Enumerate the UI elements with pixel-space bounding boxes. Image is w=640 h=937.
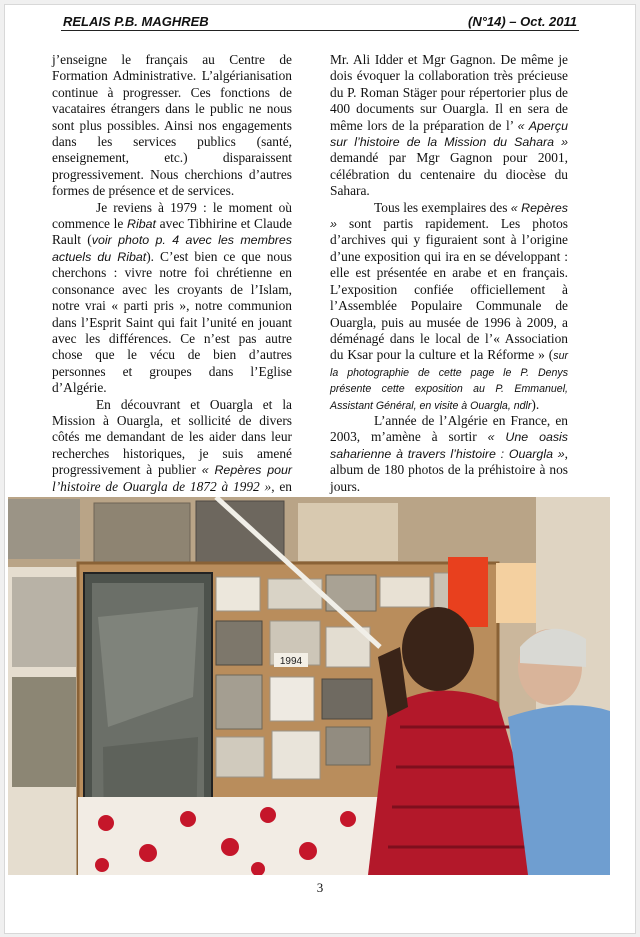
board-year-label: 1994 bbox=[279, 656, 303, 667]
exhibition-photo bbox=[8, 497, 610, 875]
text-run: demandé par Mgr Gagnon pour 2001, célébration du centenaire du diocèse du Sahara. bbox=[330, 150, 568, 199]
book-title: « Repères » bbox=[330, 200, 568, 232]
paragraph bbox=[330, 52, 568, 200]
header-publication: RELAIS P.B. MAGHREB bbox=[63, 14, 209, 29]
book-title: « Repères pour bbox=[201, 463, 292, 478]
right-column bbox=[330, 52, 568, 495]
text-run: avec Tibhirine et Claude Rault ( bbox=[52, 216, 292, 248]
header-issue: (N°14) – Oct. 2011 bbox=[467, 14, 577, 29]
running-header bbox=[61, 12, 579, 31]
text-run: Je reviens à 1979 : le moment où commence le bbox=[52, 199, 292, 232]
text-run: En découvrant et Ouargla et la Mission à Ouargla, et sollicité de divers côtés me demandant de les aider dans leur recherches historiques, je suis amené progressivement à publier bbox=[52, 396, 292, 478]
text-run: , album de 180 photos de la préhistoire à nos jours. bbox=[330, 445, 568, 494]
exhibition-photo-drawing bbox=[8, 497, 610, 875]
left-column bbox=[52, 52, 292, 511]
page-number: 3 bbox=[316, 880, 324, 895]
text-run: L’année de l’Algérie en France, en 2003, m’amène à sortir bbox=[330, 412, 568, 445]
paragraph bbox=[330, 413, 568, 495]
book-title: « Une oasis saharienne à travers l’histoire : Ouargla » bbox=[330, 430, 568, 461]
photo-caption-note: sur la photographie de cette page le P. Denys présente cette exposition au P. Emmanuel, Assistant Général, en visite à Ouargla, ndlr bbox=[330, 350, 568, 412]
paragraph: j’enseigne le français au Centre de Formation Administrative. L’algérianisation continue à progresser. Ces fonctions de vacataires étrangers dans le public ne nous sont plus possibles. Ainsi nos engagements dans les services publics (santé, enseignement, etc.) disparaissent progressivement. Nous cherchions d’autres formes de présence et de services. bbox=[52, 52, 292, 199]
book-title: « Aperçu sur l’histoire de la Mission du Sahara » bbox=[330, 118, 568, 150]
book-title: l’histoire de Ouargla de 1872 à 1992 » bbox=[52, 478, 272, 494]
text-run: Tous les exemplaires des bbox=[374, 199, 511, 215]
text-run: sont partis rapidement. Les photos d’archives qui y figuraient sont à l’origine d’une exposition qui ira en se développant : elle est présentée en arabe et en français. L’exposition confiée officiellement à l’Assemblée Populaire Communale de Ouargla, puis au musée de 1996 à 2009, a déménagé dans le local de l’« Association du Ksar pour la culture et la Réforme » ( bbox=[330, 216, 568, 363]
text-run: Mr. Ali Idder et Mgr Gagnon. De même je dois évoquer la collaboration très précieuse du P. Roman Stäger pour répertorier plus de 400 documents sur Ouargla. Il en sera de même lors de la préparation de l’ bbox=[330, 52, 568, 133]
text-run: ). C’est bien ce que nous cherchons : vivre notre foi chrétienne en consonance avec les croyants de l’Islam, notre vrai « parti pris », notre communion dans l’Esprit Saint qui fait l’unité en jouant avec les différences. Ce n’est pas autre chose que le vécu de bien d’autres personnes et groupes dans l’Eglise d’Algérie. bbox=[52, 248, 292, 396]
paragraph bbox=[52, 200, 292, 397]
paragraph bbox=[330, 200, 568, 413]
text-run: ). bbox=[531, 396, 540, 412]
text-run: , en bbox=[271, 478, 292, 494]
editor-note: voir photo p. 4 avec les membres actuels du Ribat bbox=[52, 233, 292, 264]
ribat-term: Ribat bbox=[127, 217, 156, 232]
paragraph bbox=[52, 397, 292, 512]
